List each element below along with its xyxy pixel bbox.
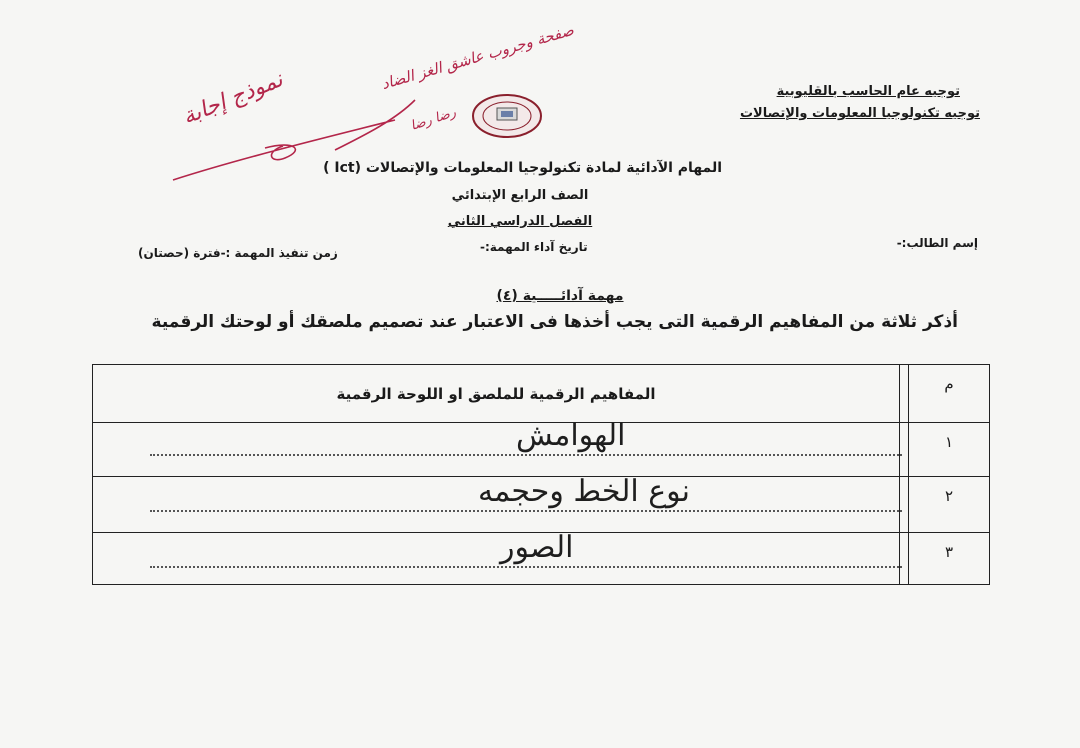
header-index-cell (909, 365, 990, 423)
answer-3-handwritten: الصور (500, 530, 574, 565)
term-title: الفصل الدراسي الثاني (447, 214, 593, 229)
task-question: أذكر ثلاثة من المفاهيم الرقمية التى يجب أخذها فى الاعتبار عند تصميم ملصقك أو لوحتك الرقمية (151, 312, 958, 332)
header-index: م (944, 375, 954, 393)
table-header-row (93, 365, 990, 423)
row-index: ١ (944, 433, 954, 451)
task-heading: مهمة آدائـــــية (٤) (496, 288, 624, 304)
answer-dotted-line-3 (150, 566, 902, 568)
task-date-label: تاريخ آداء المهمة:- (480, 240, 588, 254)
header-label-cell (93, 365, 900, 423)
row-index-cell (909, 477, 990, 533)
header-line-1: توجيه عام الحاسب بالقليوبية (776, 84, 960, 99)
answer-dotted-line-2 (150, 510, 902, 512)
header-line-2: توجيه تكنولوجيا المعلومات والإتصالات (739, 106, 980, 121)
answer-cell (93, 423, 900, 477)
header-label: المفاهيم الرقمية للملصق او اللوحة الرقمية (336, 384, 656, 403)
task-duration-label: زمن تنفيذ المهمة :-فترة (حصتان) (138, 246, 338, 260)
page-note-annotation: صفحة وجروب عاشق الغز الضاد (379, 20, 576, 94)
model-answer-annotation: نموذج إجابة (179, 67, 287, 130)
answer-dotted-line-1 (150, 454, 902, 456)
row-index: ٢ (944, 487, 954, 505)
student-name-label: إسم الطالب:- (896, 236, 978, 250)
document-title: المهام الآدائية لمادة تكنولوجيا المعلومات والإتصالات (Ict ) (323, 160, 722, 176)
row-index-cell (909, 533, 990, 585)
answer-1-handwritten: الهوامش (516, 418, 626, 453)
row-index-cell (909, 423, 990, 477)
ministry-seal-logo (471, 93, 543, 139)
grade-title: الصف الرابع الإبتدائي (451, 188, 589, 203)
row-index: ٣ (944, 543, 954, 561)
answer-cell (93, 533, 900, 585)
answer-2-handwritten: نوع الخط وحجمه (478, 474, 690, 509)
author-name-annotation: رضا رضا (408, 105, 458, 134)
